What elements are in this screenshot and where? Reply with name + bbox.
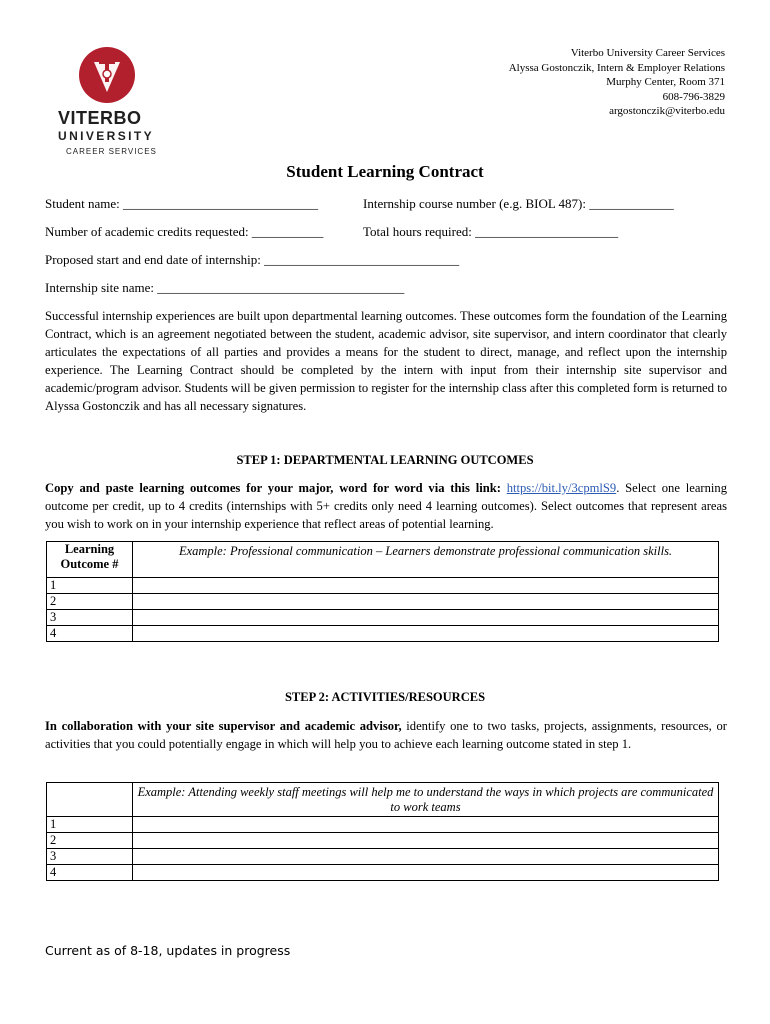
activities-example: Example: Attending weekly staff meetings will help me to understand the ways in which projects are communicated to work teams [133,783,719,817]
contact-org: Viterbo University Career Services [570,47,725,59]
step2-bold-lead: In collaboration with your site supervisor and academic advisor, [45,719,402,733]
outcome-row-number: 2 [47,594,133,610]
outcome-number-header: Learning Outcome # [47,542,133,578]
activity-cell[interactable] [133,833,719,849]
outcomes-link[interactable]: https://bit.ly/3cpmlS9 [506,481,617,495]
activity-row-number: 2 [47,833,133,849]
step1-bold-lead: Copy and paste learning outcomes for your major, word for word via this link: [45,481,501,495]
step2-heading: STEP 2: ACTIVITIES/RESOURCES [284,690,486,704]
contact-email[interactable]: argostonczik@viterbo.edu [609,105,725,117]
logo-line-viterbo: VITERBO [58,108,142,128]
outcome-cell[interactable] [133,578,719,594]
outcome-cell[interactable] [133,594,719,610]
contact-block [509,46,725,119]
student-name-field[interactable]: Student name: ______________________________ [45,196,318,211]
intro-paragraph: Successful internship experiences are built upon departmental learning outcomes. These outcomes form the foundation of the Learning Contract, which is an agreement negotiated between the student, academic advisor, site supervisor, and intern coordinator that clearly articulates the expectations of all parties and provides a means for the student to direct, manage, and reflect upon the internship experience. The Learning Contract should be completed by the intern with input from their internship site supervisor and academic/program advisor. Students will be given permission to register for the internship class after this completed form is returned to Alyssa Gostonczik and has all necessary signatures. [45,309,727,413]
total-hours-field[interactable]: Total hours required: ______________________ [363,224,619,239]
contact-phone: 608-796-3829 [662,90,725,103]
page-title: Student Learning Contract [286,162,484,181]
activity-row-number: 1 [47,817,133,833]
step1-heading: STEP 1: DEPARTMENTAL LEARNING OUTCOMES [236,453,534,467]
credits-field[interactable]: Number of academic credits requested: ___________ [45,224,324,239]
activity-cell[interactable] [133,865,719,881]
dates-field[interactable]: Proposed start and end date of internship: ______________________________ [45,252,460,267]
outcome-example: Example: Professional communication – Learners demonstrate professional communication skills. [133,542,719,578]
activity-cell[interactable] [133,817,719,833]
outcome-cell[interactable] [133,610,719,626]
learning-outcomes-table [46,541,719,642]
outcome-row-number: 3 [47,610,133,626]
contact-room: Murphy Center, Room 371 [606,76,725,88]
activities-table [46,782,719,881]
logo-line-university: UNIVERSITY [58,129,155,143]
crest-icon [78,46,136,104]
step2-instructions [45,717,727,753]
activities-header-blank [47,783,133,817]
footer-note: Current as of 8-18, updates in progress [45,943,291,958]
activity-row-number: 4 [47,865,133,881]
outcome-cell[interactable] [133,626,719,642]
activity-row-number: 3 [47,849,133,865]
outcome-row-number: 4 [47,626,133,642]
course-number-field[interactable]: Internship course number (e.g. BIOL 487): _____________ [363,196,674,211]
step2-rest: identify one to two tasks, projects, assignments, resources, or activities that you could potentially engage in which will help you to achieve each learning outcome stated in step 1. [45,719,727,751]
step1-instructions [45,479,727,533]
viterbo-logo [52,46,162,158]
step1-rest: . Select one learning outcome per credit, up to 4 credits (internships with 5+ credits only need 4 learning outcomes). Select outcomes that represent areas you wish to work on in your internship experience that reflect areas of potential learning. [45,481,727,531]
site-name-field[interactable]: Internship site name: ______________________________________ [45,280,405,295]
contact-person: Alyssa Gostonczik, Intern & Employer Relations [508,61,725,74]
outcome-row-number: 1 [47,578,133,594]
logo-line-career-services: CAREER SERVICES [66,147,157,156]
activity-cell[interactable] [133,849,719,865]
